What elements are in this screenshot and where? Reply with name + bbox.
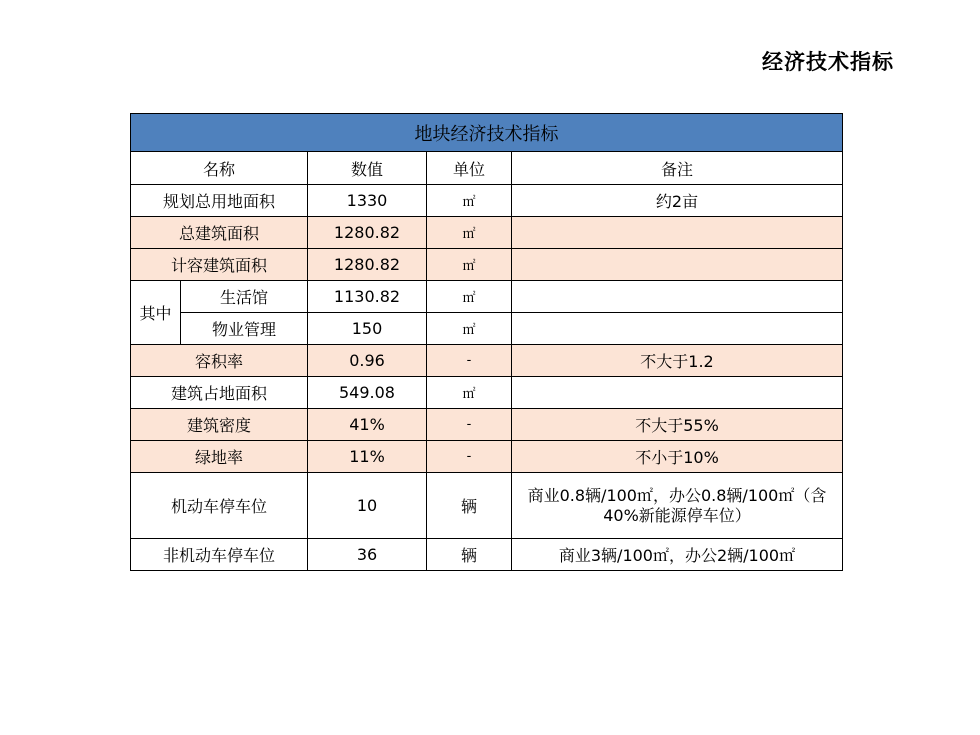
row-note: [512, 249, 843, 281]
row-name: 容积率: [131, 345, 308, 377]
header-note: 备注: [512, 152, 843, 185]
row-unit: ㎡: [427, 377, 512, 409]
row-value: 0.96: [308, 345, 427, 377]
table-row: [131, 249, 843, 281]
row-value: 1280.82: [308, 249, 427, 281]
page-title: 经济技术指标: [762, 50, 894, 74]
row-unit: ㎡: [427, 249, 512, 281]
row-name: 建筑密度: [131, 409, 308, 441]
table-row: [131, 539, 843, 571]
row-name: 计容建筑面积: [131, 249, 308, 281]
row-note: 不大于55%: [512, 409, 843, 441]
row-value: 41%: [308, 409, 427, 441]
table-row: [131, 345, 843, 377]
row-value: 150: [308, 313, 427, 345]
table-row: [131, 185, 843, 217]
row-name: 物业管理: [181, 313, 308, 345]
row-name: 绿地率: [131, 441, 308, 473]
row-value: 549.08: [308, 377, 427, 409]
row-note: 商业0.8辆/100㎡，办公0.8辆/100㎡（含40%新能源停车位）: [512, 473, 843, 539]
row-unit: ㎡: [427, 185, 512, 217]
row-name: 规划总用地面积: [131, 185, 308, 217]
row-note: [512, 313, 843, 345]
table-row: [131, 217, 843, 249]
row-unit: 辆: [427, 539, 512, 571]
table-row: [131, 441, 843, 473]
table-row: [131, 409, 843, 441]
row-unit: -: [427, 345, 512, 377]
row-name: 机动车停车位: [131, 473, 308, 539]
table-row: [131, 473, 843, 539]
table-title: 地块经济技术指标: [131, 114, 843, 152]
table-title-row: [131, 114, 843, 152]
row-note: [512, 217, 843, 249]
table-row: [131, 281, 843, 313]
table-header-row: [131, 152, 843, 185]
row-note: 商业3辆/100㎡，办公2辆/100㎡: [512, 539, 843, 571]
header-unit: 单位: [427, 152, 512, 185]
row-value: 11%: [308, 441, 427, 473]
table-row: [131, 313, 843, 345]
row-name: 总建筑面积: [131, 217, 308, 249]
row-note: [512, 377, 843, 409]
row-value: 1280.82: [308, 217, 427, 249]
row-value: 36: [308, 539, 427, 571]
row-name: 生活馆: [181, 281, 308, 313]
row-name: 建筑占地面积: [131, 377, 308, 409]
row-value: 1330: [308, 185, 427, 217]
row-unit: ㎡: [427, 217, 512, 249]
row-note: 约2亩: [512, 185, 843, 217]
row-value: 1130.82: [308, 281, 427, 313]
row-unit: ㎡: [427, 313, 512, 345]
row-unit: 辆: [427, 473, 512, 539]
table-row: [131, 377, 843, 409]
row-note: 不大于1.2: [512, 345, 843, 377]
header-value: 数值: [308, 152, 427, 185]
row-note: [512, 281, 843, 313]
group-label: 其中: [131, 281, 181, 345]
row-unit: ㎡: [427, 281, 512, 313]
row-value: 10: [308, 473, 427, 539]
row-name: 非机动车停车位: [131, 539, 308, 571]
row-note: 不小于10%: [512, 441, 843, 473]
row-unit: -: [427, 409, 512, 441]
header-name: 名称: [131, 152, 308, 185]
economic-indicators-table: [130, 113, 843, 571]
row-unit: -: [427, 441, 512, 473]
